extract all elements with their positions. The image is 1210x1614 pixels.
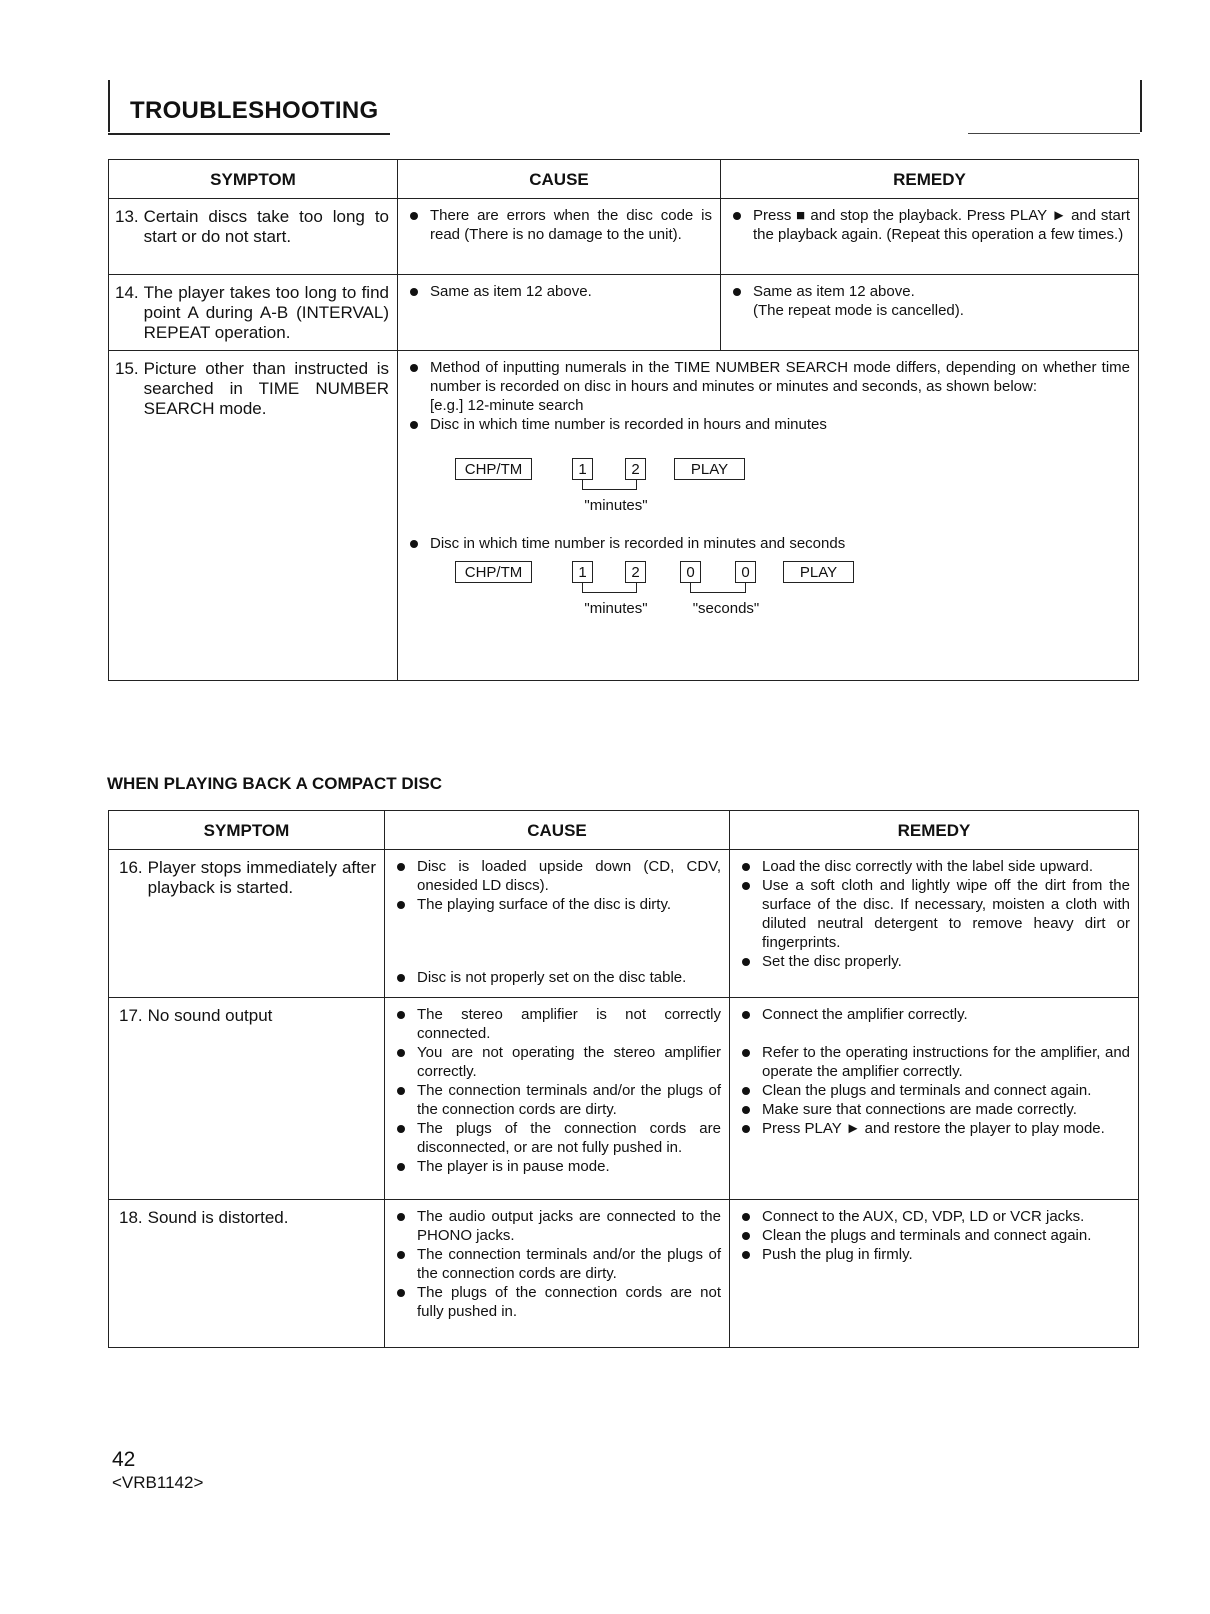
remedy-header: REMEDY bbox=[730, 811, 1139, 850]
symptom-cell bbox=[109, 199, 398, 275]
minutes-bracket bbox=[582, 480, 637, 490]
remedy-cell bbox=[730, 1200, 1139, 1348]
symptom-header: SYMPTOM bbox=[109, 160, 398, 199]
page-title: TROUBLESHOOTING bbox=[130, 97, 379, 124]
remedy-item: Clean the plugs and terminals and connect again. bbox=[740, 1226, 1130, 1245]
minutes-bracket bbox=[582, 583, 637, 593]
row-number: 16. bbox=[119, 858, 143, 877]
table-row bbox=[109, 275, 1139, 351]
cause-item: The stereo amplifier is not correctly connected. bbox=[395, 1005, 721, 1043]
remedy-item: Connect the amplifier correctly. bbox=[740, 1005, 1130, 1024]
remedy-cell bbox=[721, 275, 1139, 351]
table-row bbox=[109, 199, 1139, 275]
table-header-row bbox=[109, 811, 1139, 850]
symptom-cell bbox=[109, 351, 398, 681]
symptom-text: Certain discs take too long to start or do not start. bbox=[143, 207, 389, 246]
digit-key: 0 bbox=[680, 561, 701, 583]
cause-item: Method of inputting numerals in the TIME NUMBER SEARCH mode differs, depending on whether time number is recorded on disc in hours and minutes or minutes and seconds, as shown below: bbox=[408, 358, 1130, 396]
troubleshooting-table-1 bbox=[108, 159, 1139, 681]
cause-cell bbox=[385, 998, 730, 1200]
digit-key: 2 bbox=[625, 561, 646, 583]
cause-item: The audio output jacks are connected to the PHONO jacks. bbox=[395, 1207, 721, 1245]
symptom-text: Picture other than instructed is searched in TIME NUMBER SEARCH mode. bbox=[143, 359, 389, 418]
symptom-cell bbox=[109, 275, 398, 351]
play-key: PLAY bbox=[783, 561, 854, 583]
cause-item: The plugs of the connection cords are not fully pushed in. bbox=[395, 1283, 721, 1321]
cause-cell bbox=[398, 351, 1139, 681]
cause-item: You are not operating the stereo amplifier correctly. bbox=[395, 1043, 721, 1081]
seconds-bracket bbox=[690, 583, 746, 593]
example-label: [e.g.] 12-minute search bbox=[430, 397, 584, 414]
remedy-cell bbox=[730, 850, 1139, 998]
seconds-label: "seconds" bbox=[692, 600, 760, 617]
cause-item: Same as item 12 above. bbox=[408, 282, 712, 301]
symptom-cell bbox=[109, 850, 385, 998]
cause-item: Disc is loaded upside down (CD, CDV, onesided LD discs). bbox=[395, 857, 721, 895]
remedy-item: Press ■ and stop the playback. Press PLAY ► and start the playback again. (Repeat this operation a few times.) bbox=[731, 206, 1130, 244]
remedy-item: Connect to the AUX, CD, VDP, LD or VCR jacks. bbox=[740, 1207, 1130, 1226]
remedy-item: Refer to the operating instructions for the amplifier, and operate the amplifier correctly. bbox=[740, 1043, 1130, 1081]
table-row bbox=[109, 351, 1139, 681]
remedy-item: Same as item 12 above. bbox=[731, 282, 1130, 301]
cause-cell bbox=[398, 199, 721, 275]
row-number: 18. bbox=[119, 1208, 143, 1227]
key-sequence-diagram-1 bbox=[438, 458, 1130, 522]
table-row bbox=[109, 998, 1139, 1200]
title-rule-right bbox=[968, 133, 1140, 134]
row-number: 15. bbox=[115, 359, 139, 378]
minutes-label: "minutes" bbox=[584, 600, 648, 617]
remedy-item: Press PLAY ► and restore the player to play mode. bbox=[740, 1119, 1130, 1138]
page-number: 42 bbox=[112, 1448, 136, 1471]
remedy-item: Load the disc correctly with the label side upward. bbox=[740, 857, 1130, 876]
cause-cell bbox=[385, 1200, 730, 1348]
symptom-text: Player stops immediately after playback is started. bbox=[147, 858, 376, 897]
chp-tm-key: CHP/TM bbox=[455, 561, 532, 583]
symptom-text: The player takes too long to find point A during A-B (INTERVAL) REPEAT operation. bbox=[143, 283, 389, 342]
digit-key: 1 bbox=[572, 561, 593, 583]
row-number: 17. bbox=[119, 1006, 143, 1025]
table-header-row bbox=[109, 160, 1139, 199]
cause-item: The playing surface of the disc is dirty. bbox=[395, 895, 721, 914]
cause-item: There are errors when the disc code is read (There is no damage to the unit). bbox=[408, 206, 712, 244]
cause-item: Disc in which time number is recorded in minutes and seconds bbox=[408, 534, 1130, 553]
cause-header: CAUSE bbox=[385, 811, 730, 850]
troubleshooting-table-2 bbox=[108, 810, 1139, 1348]
play-key: PLAY bbox=[674, 458, 745, 480]
key-sequence-diagram-2 bbox=[438, 561, 1130, 625]
symptom-cell bbox=[109, 998, 385, 1200]
table-row bbox=[109, 1200, 1139, 1348]
table-row bbox=[109, 850, 1139, 998]
section-heading: WHEN PLAYING BACK A COMPACT DISC bbox=[107, 774, 442, 793]
remedy-header: REMEDY bbox=[721, 160, 1139, 199]
remedy-item: Clean the plugs and terminals and connect again. bbox=[740, 1081, 1130, 1100]
row-number: 14. bbox=[115, 283, 139, 302]
title-underline bbox=[108, 133, 390, 135]
cause-item: The player is in pause mode. bbox=[395, 1157, 721, 1176]
minutes-label: "minutes" bbox=[584, 497, 648, 514]
remedy-item: Make sure that connections are made correctly. bbox=[740, 1100, 1130, 1119]
digit-key: 0 bbox=[735, 561, 756, 583]
symptom-text: No sound output bbox=[147, 1006, 273, 1025]
cause-cell bbox=[385, 850, 730, 998]
document-code: <VRB1142> bbox=[112, 1473, 204, 1492]
remedy-item: Push the plug in firmly. bbox=[740, 1245, 1130, 1264]
row-number: 13. bbox=[115, 207, 139, 226]
cause-item: Disc is not properly set on the disc table. bbox=[395, 968, 721, 987]
chp-tm-key: CHP/TM bbox=[455, 458, 532, 480]
remedy-note: (The repeat mode is cancelled). bbox=[753, 302, 964, 319]
cause-item: The plugs of the connection cords are disconnected, or are not fully pushed in. bbox=[395, 1119, 721, 1157]
remedy-cell bbox=[730, 998, 1139, 1200]
digit-key: 1 bbox=[572, 458, 593, 480]
cause-header: CAUSE bbox=[398, 160, 721, 199]
cause-item: Disc in which time number is recorded in hours and minutes bbox=[408, 415, 1130, 434]
symptom-cell bbox=[109, 1200, 385, 1348]
symptom-text: Sound is distorted. bbox=[147, 1208, 289, 1227]
cause-item: The connection terminals and/or the plugs of the connection cords are dirty. bbox=[395, 1081, 721, 1119]
remedy-item: Set the disc properly. bbox=[740, 952, 1130, 971]
digit-key: 2 bbox=[625, 458, 646, 480]
cause-item: The connection terminals and/or the plugs of the connection cords are dirty. bbox=[395, 1245, 721, 1283]
remedy-item: Use a soft cloth and lightly wipe off the dirt from the surface of the disc. If necessary, moisten a cloth with diluted neutral detergent to remove heavy dirt or fingerprints. bbox=[740, 876, 1130, 952]
cause-cell bbox=[398, 275, 721, 351]
remedy-cell bbox=[721, 199, 1139, 275]
symptom-header: SYMPTOM bbox=[109, 811, 385, 850]
